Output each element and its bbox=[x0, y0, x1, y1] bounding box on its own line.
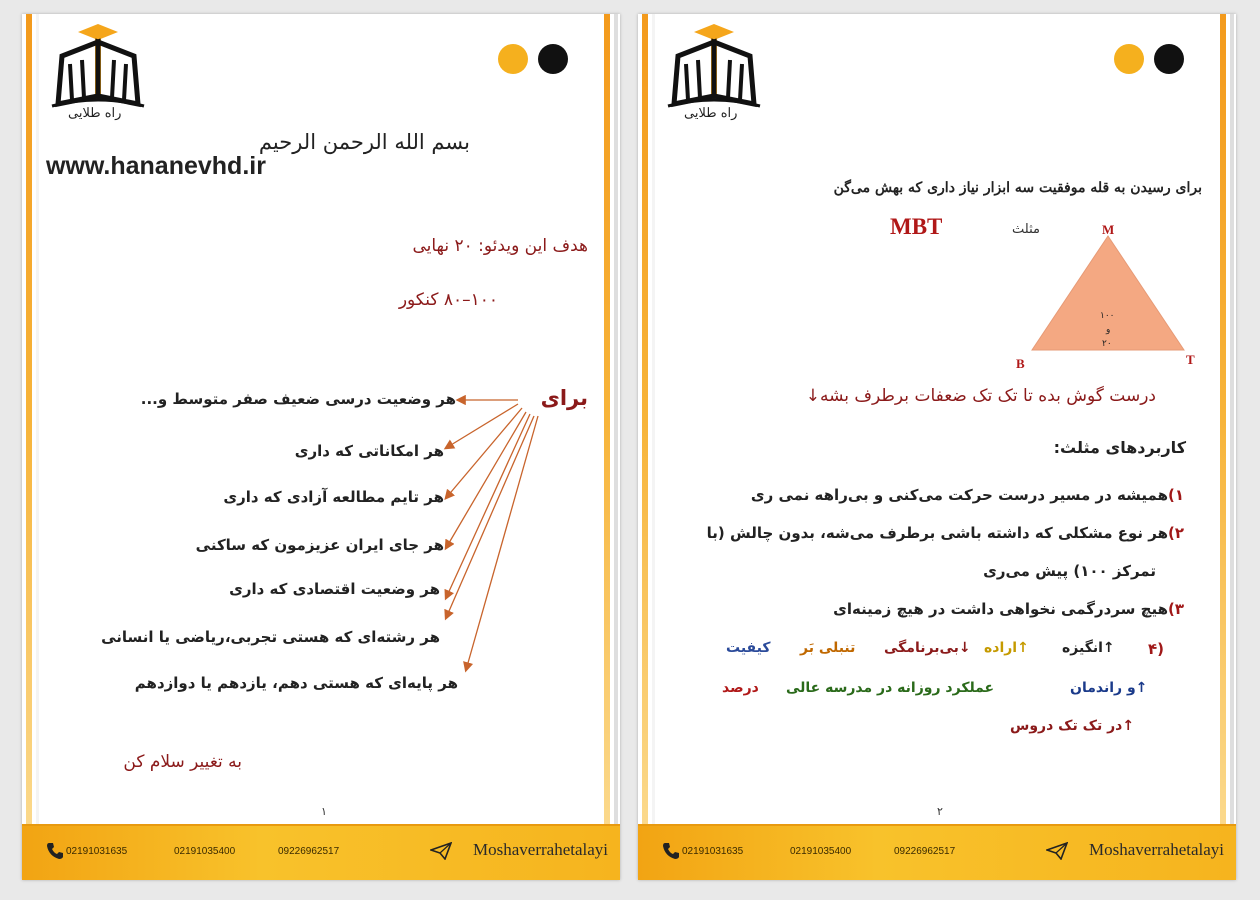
word-each-lesson: در تک تک دروس↑ bbox=[1010, 718, 1135, 734]
word-willpower: اراده↑ bbox=[984, 640, 1029, 656]
use-text: هیچ سردرگمی نخواهی داشت در هیچ زمینه‌ای bbox=[833, 600, 1168, 618]
orange-dot bbox=[1114, 44, 1144, 74]
for-label: برای bbox=[540, 386, 588, 410]
use-item bbox=[707, 524, 1184, 542]
phone-number: 02191031635 bbox=[66, 846, 128, 857]
page-2 bbox=[638, 14, 1236, 880]
phone-number: 02191035400 bbox=[174, 846, 236, 857]
right-gray-stripe bbox=[1230, 14, 1234, 826]
word-laziness: تنبلی بَر bbox=[800, 640, 856, 656]
phone-number: 02191035400 bbox=[790, 846, 852, 857]
word-efficiency: و راندمان↑ bbox=[1070, 680, 1148, 696]
vertex-b: B bbox=[1016, 356, 1025, 371]
phone-icon bbox=[662, 842, 680, 860]
website-watermark: www.hananevhd.ir bbox=[46, 152, 266, 180]
triangle-label: مثلث bbox=[1012, 222, 1040, 237]
list-item: هر وضعیت اقتصادی که داری bbox=[229, 580, 440, 598]
footer-bar bbox=[638, 824, 1236, 880]
triangle-center-text: ۲۰ bbox=[1102, 339, 1112, 349]
use-text: تمرکز ۱۰۰) پیش می‌ری bbox=[983, 562, 1156, 580]
logo-text: راه طلایی bbox=[684, 106, 738, 121]
black-dot bbox=[1154, 44, 1184, 74]
konkur-target: ۱۰۰–۸۰ کنکور bbox=[398, 290, 498, 310]
word-no-planning: بی‌برنامگی↓ bbox=[884, 640, 971, 656]
list-item: هر رشته‌ای که هستی تجربی،ریاضی یا انسانی bbox=[101, 628, 440, 646]
use-text: همیشه در مسیر درست حرکت می‌کنی و بی‌راهه نمی ری bbox=[750, 486, 1168, 504]
left-orange-stripe bbox=[26, 14, 32, 826]
phone-number: 09226962517 bbox=[894, 846, 956, 857]
use-number: ۳) bbox=[1167, 600, 1184, 618]
triangle-center-text: و bbox=[1106, 325, 1111, 335]
right-orange-stripe bbox=[1220, 14, 1226, 826]
use-item bbox=[751, 486, 1184, 504]
phone-icon bbox=[46, 842, 64, 860]
uses-title: کاربردهای مثلث: bbox=[1053, 438, 1186, 457]
vertex-m: M bbox=[1102, 222, 1115, 237]
use-text: هر نوع مشکلی که داشته باشی برطرف می‌شه، بدون چالش (با bbox=[706, 524, 1168, 542]
right-orange-stripe bbox=[604, 14, 610, 826]
black-dot bbox=[538, 44, 568, 74]
phone-number: 09226962517 bbox=[278, 846, 340, 857]
word-daily-performance: عملکرد روزانه در مدرسه عالی bbox=[786, 680, 995, 696]
right-gray-stripe bbox=[614, 14, 618, 826]
page-number: ۱ bbox=[321, 805, 327, 818]
telegram-plane-icon bbox=[1046, 842, 1068, 860]
page-1 bbox=[22, 14, 620, 880]
page-number: ۲ bbox=[937, 805, 943, 818]
left-gray-stripe bbox=[652, 14, 655, 826]
list-item: هر پایه‌ای که هستی دهم، یازدهم یا دوازدهم bbox=[134, 674, 458, 692]
use-number: ۲) bbox=[1167, 524, 1184, 542]
bismillah-heading: بسم الله الرحمن الرحیم bbox=[258, 130, 470, 154]
word-percent: درصد bbox=[722, 680, 759, 696]
intro-line: برای رسیدن به قله موفقیت سه ابزار نیاز داری که بهش می‌گن bbox=[833, 180, 1202, 196]
telegram-plane-icon bbox=[430, 842, 452, 860]
phone-number: 02191031635 bbox=[682, 846, 744, 857]
brand-handle: Moshaverrahetalayi bbox=[1089, 840, 1224, 859]
left-gray-stripe bbox=[36, 14, 39, 826]
word-motivation: انگیزه↑ bbox=[1062, 640, 1115, 656]
brand-handle: Moshaverrahetalayi bbox=[473, 840, 608, 859]
logo-text: راه طلایی bbox=[68, 106, 122, 121]
vertex-t: T bbox=[1186, 352, 1195, 367]
closing-line: به تغییر سلام کن bbox=[123, 752, 242, 772]
triangle-name: MBT bbox=[890, 214, 943, 239]
footer-bar bbox=[22, 824, 620, 880]
orange-dot bbox=[498, 44, 528, 74]
list-item: هر جای ایران عزیزمون که ساکنی bbox=[195, 536, 444, 554]
triangle-center-text: ۱۰۰ bbox=[1100, 311, 1115, 321]
list-item: هر وضعیت درسی ضعیف صفر متوسط و... bbox=[140, 390, 456, 408]
list-item: هر امکاناتی که داری bbox=[294, 442, 444, 460]
video-goal: هدف این ویدئو: ۲۰ نهایی bbox=[412, 236, 588, 256]
use-item bbox=[833, 600, 1184, 618]
use-item bbox=[983, 562, 1156, 580]
left-orange-stripe bbox=[642, 14, 648, 826]
use-number: ۱) bbox=[1167, 486, 1184, 504]
word-quality: کیفیت bbox=[726, 640, 771, 656]
list-item: هر تایم مطالعه آزادی که داری bbox=[223, 488, 444, 506]
mbt-triangle-diagram bbox=[1008, 222, 1208, 372]
listen-line: درست گوش بده تا تک تک ضعفات برطرف بشه↓ bbox=[805, 386, 1156, 406]
use-number: ۴) bbox=[1148, 640, 1165, 658]
